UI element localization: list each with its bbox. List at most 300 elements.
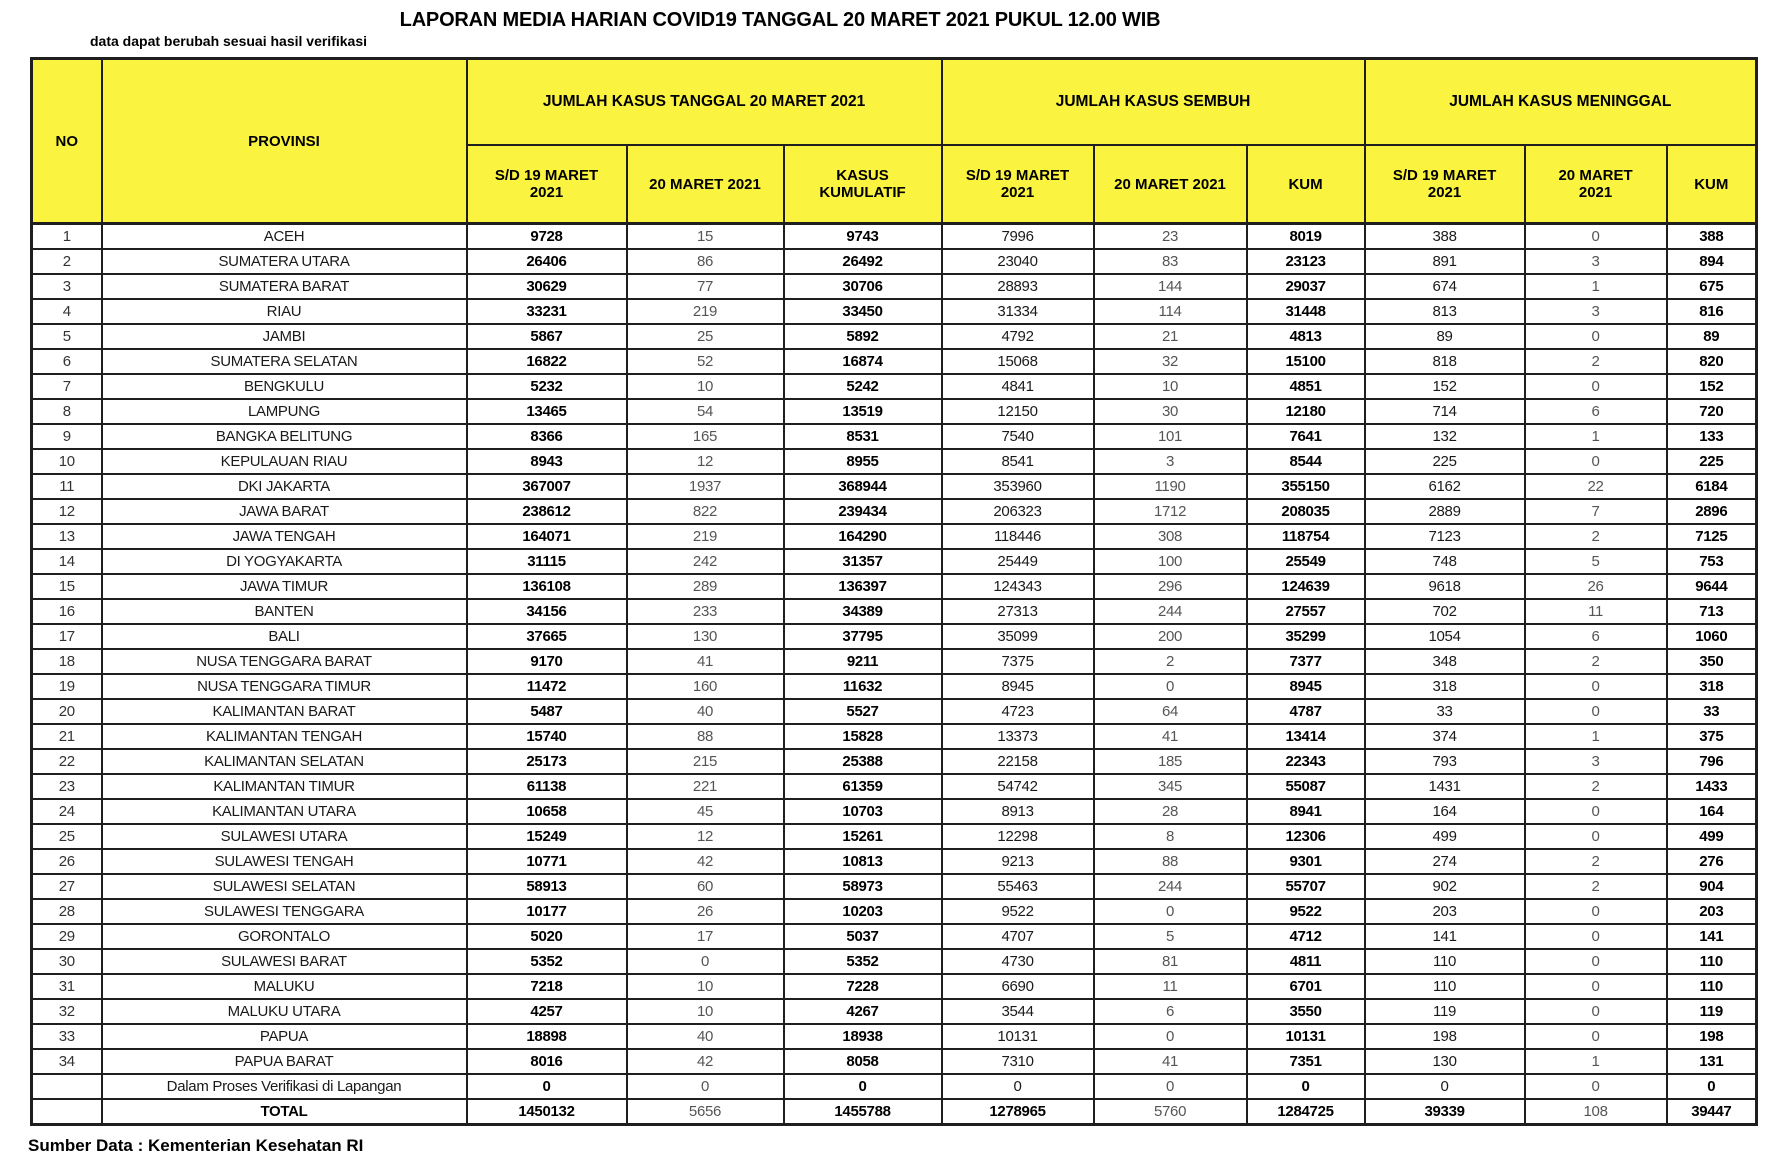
cell-value: 13414 [1247, 724, 1365, 749]
cell-value: 3544 [942, 999, 1094, 1024]
cell-value: 6184 [1667, 474, 1757, 499]
cell-value: 136108 [467, 574, 627, 599]
group-header-kasus: JUMLAH KASUS TANGGAL 20 MARET 2021 [467, 59, 942, 146]
cell-value: 308 [1094, 524, 1247, 549]
cell-value: 0 [467, 1074, 627, 1099]
cell-value: 7123 [1365, 524, 1525, 549]
cell-no: 2 [32, 249, 102, 274]
cell-value: 10131 [942, 1024, 1094, 1049]
cell-value: 375 [1667, 724, 1757, 749]
data-source-note: Sumber Data : Kementerian Kesehatan RI [28, 1136, 364, 1155]
cell-value: 27557 [1247, 599, 1365, 624]
cell-value: 10 [627, 374, 784, 399]
cell-value: 28893 [942, 274, 1094, 299]
cell-no: 27 [32, 874, 102, 899]
cell-value: 219 [627, 524, 784, 549]
cell-value: 820 [1667, 349, 1757, 374]
cell-value: 10813 [784, 849, 942, 874]
cell-value: 239434 [784, 499, 942, 524]
cell-value: 10 [1094, 374, 1247, 399]
cell-value: 276 [1667, 849, 1757, 874]
table-row [32, 1049, 1757, 1074]
table-row [32, 299, 1757, 324]
cell-no: 5 [32, 324, 102, 349]
col-header-sembuh-kum: KUM [1247, 145, 1365, 224]
cell-value: 2 [1525, 349, 1667, 374]
cell-value: 8541 [942, 449, 1094, 474]
cell-value: 9522 [1247, 899, 1365, 924]
cell-no: 9 [32, 424, 102, 449]
cell-value: 714 [1365, 399, 1525, 424]
cell-value: 0 [1525, 674, 1667, 699]
cell-value: 0 [1525, 899, 1667, 924]
cell-value: 144 [1094, 274, 1247, 299]
cell-value: 206323 [942, 499, 1094, 524]
cell-value: 894 [1667, 249, 1757, 274]
cell-value: 5352 [467, 949, 627, 974]
cell-no: 14 [32, 549, 102, 574]
cell-value: 822 [627, 499, 784, 524]
cell-value: 813 [1365, 299, 1525, 324]
table-row [32, 699, 1757, 724]
cell-value: 25449 [942, 549, 1094, 574]
cell-value: 0 [1525, 949, 1667, 974]
col-header-meninggal-kum: KUM [1667, 145, 1757, 224]
cell-value: 88 [1094, 849, 1247, 874]
cell-value: 55707 [1247, 874, 1365, 899]
cell-value: 5037 [784, 924, 942, 949]
table-row [32, 974, 1757, 999]
cell-provinsi: BANTEN [102, 599, 467, 624]
table-row [32, 799, 1757, 824]
cell-value: 118754 [1247, 524, 1365, 549]
cell-value: 748 [1365, 549, 1525, 574]
cell-value: 1190 [1094, 474, 1247, 499]
cell-value: 131 [1667, 1049, 1757, 1074]
cell-value: 225 [1365, 449, 1525, 474]
cell-value: 4730 [942, 949, 1094, 974]
cell-value: 152 [1365, 374, 1525, 399]
cell-value: 35299 [1247, 624, 1365, 649]
cell-value: 8366 [467, 424, 627, 449]
cell-value: 2889 [1365, 499, 1525, 524]
cell-value: 5020 [467, 924, 627, 949]
cell-no: 22 [32, 749, 102, 774]
cell-value: 8943 [467, 449, 627, 474]
cell-value: 1 [1525, 274, 1667, 299]
cell-provinsi: JAWA TENGAH [102, 524, 467, 549]
cell-no [32, 1099, 102, 1125]
cell-value: 61138 [467, 774, 627, 799]
cell-no: 15 [32, 574, 102, 599]
cell-value: 34156 [467, 599, 627, 624]
cell-value: 42 [627, 1049, 784, 1074]
cell-value: 244 [1094, 599, 1247, 624]
cell-provinsi: PAPUA [102, 1024, 467, 1049]
cell-value: 31357 [784, 549, 942, 574]
cell-value: 8531 [784, 424, 942, 449]
cell-value: 165 [627, 424, 784, 449]
table-row [32, 349, 1757, 374]
cell-value: 22343 [1247, 749, 1365, 774]
cell-value: 33231 [467, 299, 627, 324]
cell-value: 0 [1525, 799, 1667, 824]
cell-value: 185 [1094, 749, 1247, 774]
cell-value: 8941 [1247, 799, 1365, 824]
cell-value: 15261 [784, 824, 942, 849]
cell-value: 9213 [942, 849, 1094, 874]
cell-value: 753 [1667, 549, 1757, 574]
cell-value: 164290 [784, 524, 942, 549]
cell-value: 41 [1094, 724, 1247, 749]
cell-value: 40 [627, 1024, 784, 1049]
cell-value: 355150 [1247, 474, 1365, 499]
cell-value: 7996 [942, 224, 1094, 250]
cell-value: 77 [627, 274, 784, 299]
cell-value: 0 [1525, 824, 1667, 849]
cell-value: 233 [627, 599, 784, 624]
cell-no: 10 [32, 449, 102, 474]
cell-value: 9743 [784, 224, 942, 250]
cell-value: 8913 [942, 799, 1094, 824]
cell-value: 35099 [942, 624, 1094, 649]
cell-value: 12150 [942, 399, 1094, 424]
cell-value: 9618 [1365, 574, 1525, 599]
cell-value: 1054 [1365, 624, 1525, 649]
cell-value: 0 [1525, 324, 1667, 349]
cell-value: 23123 [1247, 249, 1365, 274]
cell-value: 83 [1094, 249, 1247, 274]
cell-value: 12180 [1247, 399, 1365, 424]
cell-value: 28 [1094, 799, 1247, 824]
cell-value: 12298 [942, 824, 1094, 849]
cell-value: 55463 [942, 874, 1094, 899]
cell-value: 39339 [1365, 1099, 1525, 1125]
cell-value: 796 [1667, 749, 1757, 774]
cell-value: 124343 [942, 574, 1094, 599]
cell-value: 0 [627, 949, 784, 974]
cell-provinsi: DI YOGYAKARTA [102, 549, 467, 574]
cell-value: 200 [1094, 624, 1247, 649]
cell-value: 674 [1365, 274, 1525, 299]
cell-no: 31 [32, 974, 102, 999]
cell-no: 30 [32, 949, 102, 974]
cell-provinsi: SULAWESI TENGAH [102, 849, 467, 874]
col-header-kasus-20maret: 20 MARET 2021 [627, 145, 784, 224]
cell-value: 7540 [942, 424, 1094, 449]
cell-value: 9728 [467, 224, 627, 250]
cell-value: 7351 [1247, 1049, 1365, 1074]
cell-value: 22 [1525, 474, 1667, 499]
cell-value: 203 [1667, 899, 1757, 924]
cell-value: 15740 [467, 724, 627, 749]
cell-value: 33 [1365, 699, 1525, 724]
cell-no: 26 [32, 849, 102, 874]
cell-provinsi: SULAWESI TENGGARA [102, 899, 467, 924]
cell-value: 0 [1525, 449, 1667, 474]
cell-value: 0 [784, 1074, 942, 1099]
cell-value: 89 [1667, 324, 1757, 349]
cell-value: 12306 [1247, 824, 1365, 849]
cell-provinsi: BALI [102, 624, 467, 649]
cell-value: 3550 [1247, 999, 1365, 1024]
verification-row [32, 1074, 1757, 1099]
cell-value: 16822 [467, 349, 627, 374]
cell-value: 5892 [784, 324, 942, 349]
cell-value: 13373 [942, 724, 1094, 749]
cell-no: 25 [32, 824, 102, 849]
cell-value: 25388 [784, 749, 942, 774]
cell-provinsi: JAMBI [102, 324, 467, 349]
cell-value: 45 [627, 799, 784, 824]
table-row [32, 949, 1757, 974]
cell-value: 353960 [942, 474, 1094, 499]
cell-value: 7310 [942, 1049, 1094, 1074]
cell-value: 6 [1525, 624, 1667, 649]
cell-value: 13465 [467, 399, 627, 424]
cell-value: 1 [1525, 1049, 1667, 1074]
cell-value: 348 [1365, 649, 1525, 674]
cell-value: 18898 [467, 1024, 627, 1049]
cell-value: 26 [1525, 574, 1667, 599]
cell-value: 5232 [467, 374, 627, 399]
cell-value: 318 [1365, 674, 1525, 699]
cell-value: 2 [1525, 649, 1667, 674]
table-row [32, 249, 1757, 274]
cell-provinsi: Dalam Proses Verifikasi di Lapangan [102, 1074, 467, 1099]
cell-value: 6690 [942, 974, 1094, 999]
cell-value: 30629 [467, 274, 627, 299]
cell-provinsi: LAMPUNG [102, 399, 467, 424]
cell-value: 30 [1094, 399, 1247, 424]
cell-value: 2 [1525, 874, 1667, 899]
cell-provinsi: BANGKA BELITUNG [102, 424, 467, 449]
table-row [32, 374, 1757, 399]
cell-value: 31115 [467, 549, 627, 574]
cell-value: 2 [1525, 849, 1667, 874]
table-row [32, 549, 1757, 574]
cell-value: 244 [1094, 874, 1247, 899]
cell-value: 10177 [467, 899, 627, 924]
cell-provinsi: KALIMANTAN TENGAH [102, 724, 467, 749]
cell-provinsi: DKI JAKARTA [102, 474, 467, 499]
cell-value: 5 [1094, 924, 1247, 949]
cell-value: 15 [627, 224, 784, 250]
cell-value: 4841 [942, 374, 1094, 399]
cell-no: 33 [32, 1024, 102, 1049]
cell-provinsi: SULAWESI SELATAN [102, 874, 467, 899]
cell-value: 0 [1525, 1074, 1667, 1099]
table-row [32, 499, 1757, 524]
cell-value: 10203 [784, 899, 942, 924]
cell-value: 25173 [467, 749, 627, 774]
cell-provinsi: KEPULAUAN RIAU [102, 449, 467, 474]
cell-value: 9522 [942, 899, 1094, 924]
cell-value: 4811 [1247, 949, 1365, 974]
cell-value: 110 [1667, 949, 1757, 974]
cell-no: 11 [32, 474, 102, 499]
cell-value: 41 [627, 649, 784, 674]
cell-value: 7125 [1667, 524, 1757, 549]
cell-value: 0 [1525, 374, 1667, 399]
cell-no: 8 [32, 399, 102, 424]
cell-value: 164 [1667, 799, 1757, 824]
cell-value: 289 [627, 574, 784, 599]
cell-value: 160 [627, 674, 784, 699]
cell-value: 4712 [1247, 924, 1365, 949]
cell-value: 11472 [467, 674, 627, 699]
cell-value: 345 [1094, 774, 1247, 799]
cell-no: 12 [32, 499, 102, 524]
cell-value: 118446 [942, 524, 1094, 549]
cell-value: 891 [1365, 249, 1525, 274]
cell-provinsi: ACEH [102, 224, 467, 250]
cell-value: 141 [1365, 924, 1525, 949]
cell-value: 215 [627, 749, 784, 774]
cell-value: 6 [1525, 399, 1667, 424]
cell-value: 9644 [1667, 574, 1757, 599]
cell-value: 26 [627, 899, 784, 924]
table-row [32, 324, 1757, 349]
cell-value: 89 [1365, 324, 1525, 349]
cell-value: 388 [1365, 224, 1525, 250]
table-row [32, 774, 1757, 799]
cell-value: 10 [627, 974, 784, 999]
cell-value: 33450 [784, 299, 942, 324]
table-row [32, 649, 1757, 674]
cell-value: 7228 [784, 974, 942, 999]
cell-value: 7218 [467, 974, 627, 999]
cell-value: 0 [1094, 1024, 1247, 1049]
table-row [32, 874, 1757, 899]
col-header-meninggal-20maret: 20 MARET 2021 [1525, 145, 1667, 224]
col-header-provinsi: PROVINSI [102, 59, 467, 224]
cell-value: 7377 [1247, 649, 1365, 674]
cell-value: 30706 [784, 274, 942, 299]
cell-value: 0 [1667, 1074, 1757, 1099]
cell-value: 1431 [1365, 774, 1525, 799]
cell-value: 9301 [1247, 849, 1365, 874]
cell-provinsi: KALIMANTAN TIMUR [102, 774, 467, 799]
covid-cases-table [30, 57, 1758, 1126]
cell-value: 42 [627, 849, 784, 874]
cell-value: 0 [1525, 974, 1667, 999]
cell-value: 133 [1667, 424, 1757, 449]
cell-value: 5352 [784, 949, 942, 974]
cell-value: 54742 [942, 774, 1094, 799]
table-row [32, 899, 1757, 924]
cell-value: 100 [1094, 549, 1247, 574]
cell-value: 4257 [467, 999, 627, 1024]
cell-value: 15100 [1247, 349, 1365, 374]
cell-value: 221 [627, 774, 784, 799]
cell-value: 904 [1667, 874, 1757, 899]
cell-value: 108 [1525, 1099, 1667, 1125]
cell-value: 225 [1667, 449, 1757, 474]
cell-value: 702 [1365, 599, 1525, 624]
cell-provinsi: SULAWESI UTARA [102, 824, 467, 849]
cell-value: 101 [1094, 424, 1247, 449]
cell-value: 5867 [467, 324, 627, 349]
cell-value: 1712 [1094, 499, 1247, 524]
cell-value: 29037 [1247, 274, 1365, 299]
cell-value: 8945 [942, 674, 1094, 699]
table-row [32, 474, 1757, 499]
cell-value: 37665 [467, 624, 627, 649]
cell-value: 1 [1525, 724, 1667, 749]
cell-value: 12 [627, 449, 784, 474]
cell-value: 13519 [784, 399, 942, 424]
cell-provinsi: MALUKU UTARA [102, 999, 467, 1024]
table-row [32, 224, 1757, 250]
cell-no: 32 [32, 999, 102, 1024]
cell-value: 141 [1667, 924, 1757, 949]
cell-value: 4792 [942, 324, 1094, 349]
cell-value: 32 [1094, 349, 1247, 374]
cell-value: 0 [1525, 224, 1667, 250]
cell-value: 86 [627, 249, 784, 274]
cell-no: 29 [32, 924, 102, 949]
cell-value: 2 [1525, 524, 1667, 549]
cell-value: 18938 [784, 1024, 942, 1049]
cell-value: 0 [627, 1074, 784, 1099]
cell-value: 2 [1094, 649, 1247, 674]
cell-no: 34 [32, 1049, 102, 1074]
cell-value: 130 [627, 624, 784, 649]
cell-value: 8058 [784, 1049, 942, 1074]
page-title: LAPORAN MEDIA HARIAN COVID19 TANGGAL 20 MARET 2021 PUKUL 12.00 WIB [399, 9, 1161, 31]
cell-value: 198 [1365, 1024, 1525, 1049]
group-header-sembuh: JUMLAH KASUS SEMBUH [942, 59, 1365, 146]
cell-provinsi: KALIMANTAN BARAT [102, 699, 467, 724]
cell-value: 9211 [784, 649, 942, 674]
cell-value: 52 [627, 349, 784, 374]
cell-no [32, 1074, 102, 1099]
cell-value: 58973 [784, 874, 942, 899]
cell-value: 7641 [1247, 424, 1365, 449]
cell-value: 23 [1094, 224, 1247, 250]
cell-value: 0 [1094, 899, 1247, 924]
table-row [32, 999, 1757, 1024]
cell-value: 675 [1667, 274, 1757, 299]
cell-value: 81 [1094, 949, 1247, 974]
cell-value: 10703 [784, 799, 942, 824]
cell-value: 26406 [467, 249, 627, 274]
col-header-kasus-kumulatif: KASUS KUMULATIF [784, 145, 942, 224]
table-row [32, 724, 1757, 749]
cell-value: 720 [1667, 399, 1757, 424]
table-row [32, 674, 1757, 699]
cell-value: 0 [1247, 1074, 1365, 1099]
cell-no: 20 [32, 699, 102, 724]
cell-value: 7 [1525, 499, 1667, 524]
cell-value: 12 [627, 824, 784, 849]
cell-value: 8019 [1247, 224, 1365, 250]
cell-value: 54 [627, 399, 784, 424]
cell-value: 119 [1667, 999, 1757, 1024]
cell-value: 58913 [467, 874, 627, 899]
cell-value: 5487 [467, 699, 627, 724]
cell-value: 0 [942, 1074, 1094, 1099]
cell-value: 110 [1667, 974, 1757, 999]
cell-value: 4723 [942, 699, 1094, 724]
cell-value: 26492 [784, 249, 942, 274]
cell-value: 198 [1667, 1024, 1757, 1049]
cell-value: 64 [1094, 699, 1247, 724]
cell-value: 6701 [1247, 974, 1365, 999]
cell-value: 31448 [1247, 299, 1365, 324]
cell-value: 902 [1365, 874, 1525, 899]
